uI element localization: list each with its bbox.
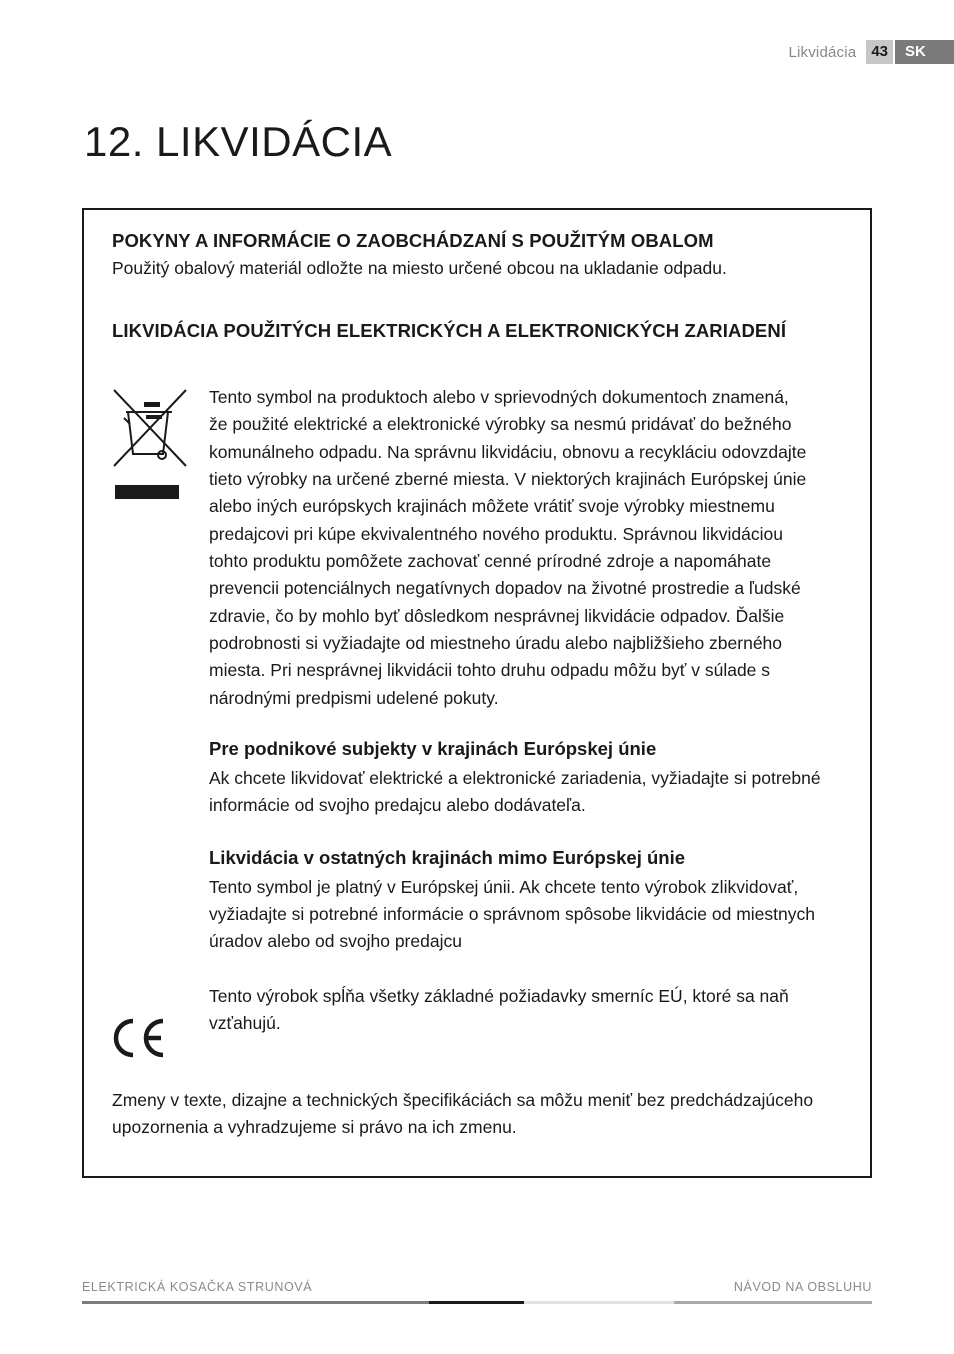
business-line: Ak chcete likvidovať elektrické a elektronické zariadenia, vyžiadajte si potrebné	[209, 768, 821, 788]
footer-product-name: ELEKTRICKÁ KOSAČKA STRUNOVÁ	[82, 1280, 313, 1294]
outside-eu-line: úradov alebo od svojho predajcu	[209, 931, 462, 951]
header-page-number: 43	[866, 40, 893, 64]
weee-line: Tento symbol na produktoch alebo v sprievodných dokumentoch znamená,	[209, 387, 789, 407]
footer-bar-segment	[524, 1301, 674, 1304]
weee-line: tohto produktu pomôžete zachovať cenné prírodné zdroje a napomáhate	[209, 551, 772, 571]
outside-eu-line: vyžiadajte si potrebné informácie o správnom spôsobe likvidácie od miestnych	[209, 904, 815, 924]
footer-bar-segment	[82, 1301, 429, 1304]
business-heading: Pre podnikové subjekty v krajinách Európskej únie	[209, 738, 657, 759]
weee-line: alebo iných európskych krajinách môžete vrátiť svoje výrobky miestnemu	[209, 496, 775, 516]
ce-line: Tento výrobok spĺňa všetky základné požiadavky smerníc EÚ, ktoré sa naň	[209, 986, 789, 1006]
header-section-name: Likvidácia	[788, 43, 857, 61]
weee-line: prevencii potenciálnych negatívnych dopadov na životné prostredie a ľudské	[209, 578, 801, 598]
footer-bar-segment	[674, 1301, 872, 1304]
crossed-out-wheelie-bin-icon	[110, 388, 190, 500]
footer-document-type: NÁVOD NA OBSLUHU	[733, 1280, 872, 1294]
header-language-tab: SK	[895, 40, 954, 64]
weee-heading: LIKVIDÁCIA POUŽITÝCH ELEKTRICKÝCH A ELEKTRONICKÝCH ZARIADENÍ	[112, 320, 787, 341]
business-line: informácie od svojho predajcu alebo dodávateľa.	[209, 795, 586, 815]
page-title: 12. LIKVIDÁCIA	[84, 118, 393, 165]
weee-line: zdravie, čo by mohlo byť dôsledkom nesprávnej likvidácie odpadov. Ďalšie	[209, 606, 785, 626]
outside-eu-heading: Likvidácia v ostatných krajinách mimo Európskej únie	[209, 847, 686, 868]
ce-line: vzťahujú.	[209, 1013, 281, 1033]
weee-line: podrobnosti si vyžiadajte od miestneho úradu alebo najbližšieho zberného	[209, 633, 783, 653]
footer-bar-segment	[429, 1301, 524, 1304]
ce-mark-icon	[111, 1018, 167, 1058]
page-header	[788, 40, 954, 64]
packaging-heading: POKYNY A INFORMÁCIE O ZAOBCHÁDZANÍ S POUŽITÝM OBALOM	[112, 230, 714, 251]
weee-line: národnými predpismi udelené pokuty.	[209, 688, 499, 708]
weee-line: predajcovi pri kúpe ekvivalentného nového produktu. Správnou likvidáciou	[209, 524, 783, 544]
weee-line: že použité elektrické a elektronické výrobky sa nesmú pridávať do bežného	[209, 414, 792, 434]
changes-line: Zmeny v texte, dizajne a technických špecifikáciách sa môžu meniť bez predchádzajúceho	[112, 1090, 814, 1110]
outside-eu-line: Tento symbol je platný v Európskej únii. Ak chcete tento výrobok zlikvidovať,	[209, 877, 799, 897]
disposal-info-box	[82, 208, 872, 1178]
weee-line: komunálneho odpadu. Na správnu likvidáciu, obnovu a recykláciu odovzdajte	[209, 442, 807, 462]
weee-line: miesta. Pri nesprávnej likvidácii tohto druhu odpadu môžu byť v súlade s	[209, 660, 771, 680]
weee-line: tieto výrobky na určené zberné miesta. V niektorých krajinách Európskej únie	[209, 469, 807, 489]
packaging-text: Použitý obalový materiál odložte na miesto určené obcou na ukladanie odpadu.	[112, 258, 727, 278]
changes-line: upozornenia a vyhradzujeme si právo na ich zmenu.	[112, 1117, 517, 1137]
